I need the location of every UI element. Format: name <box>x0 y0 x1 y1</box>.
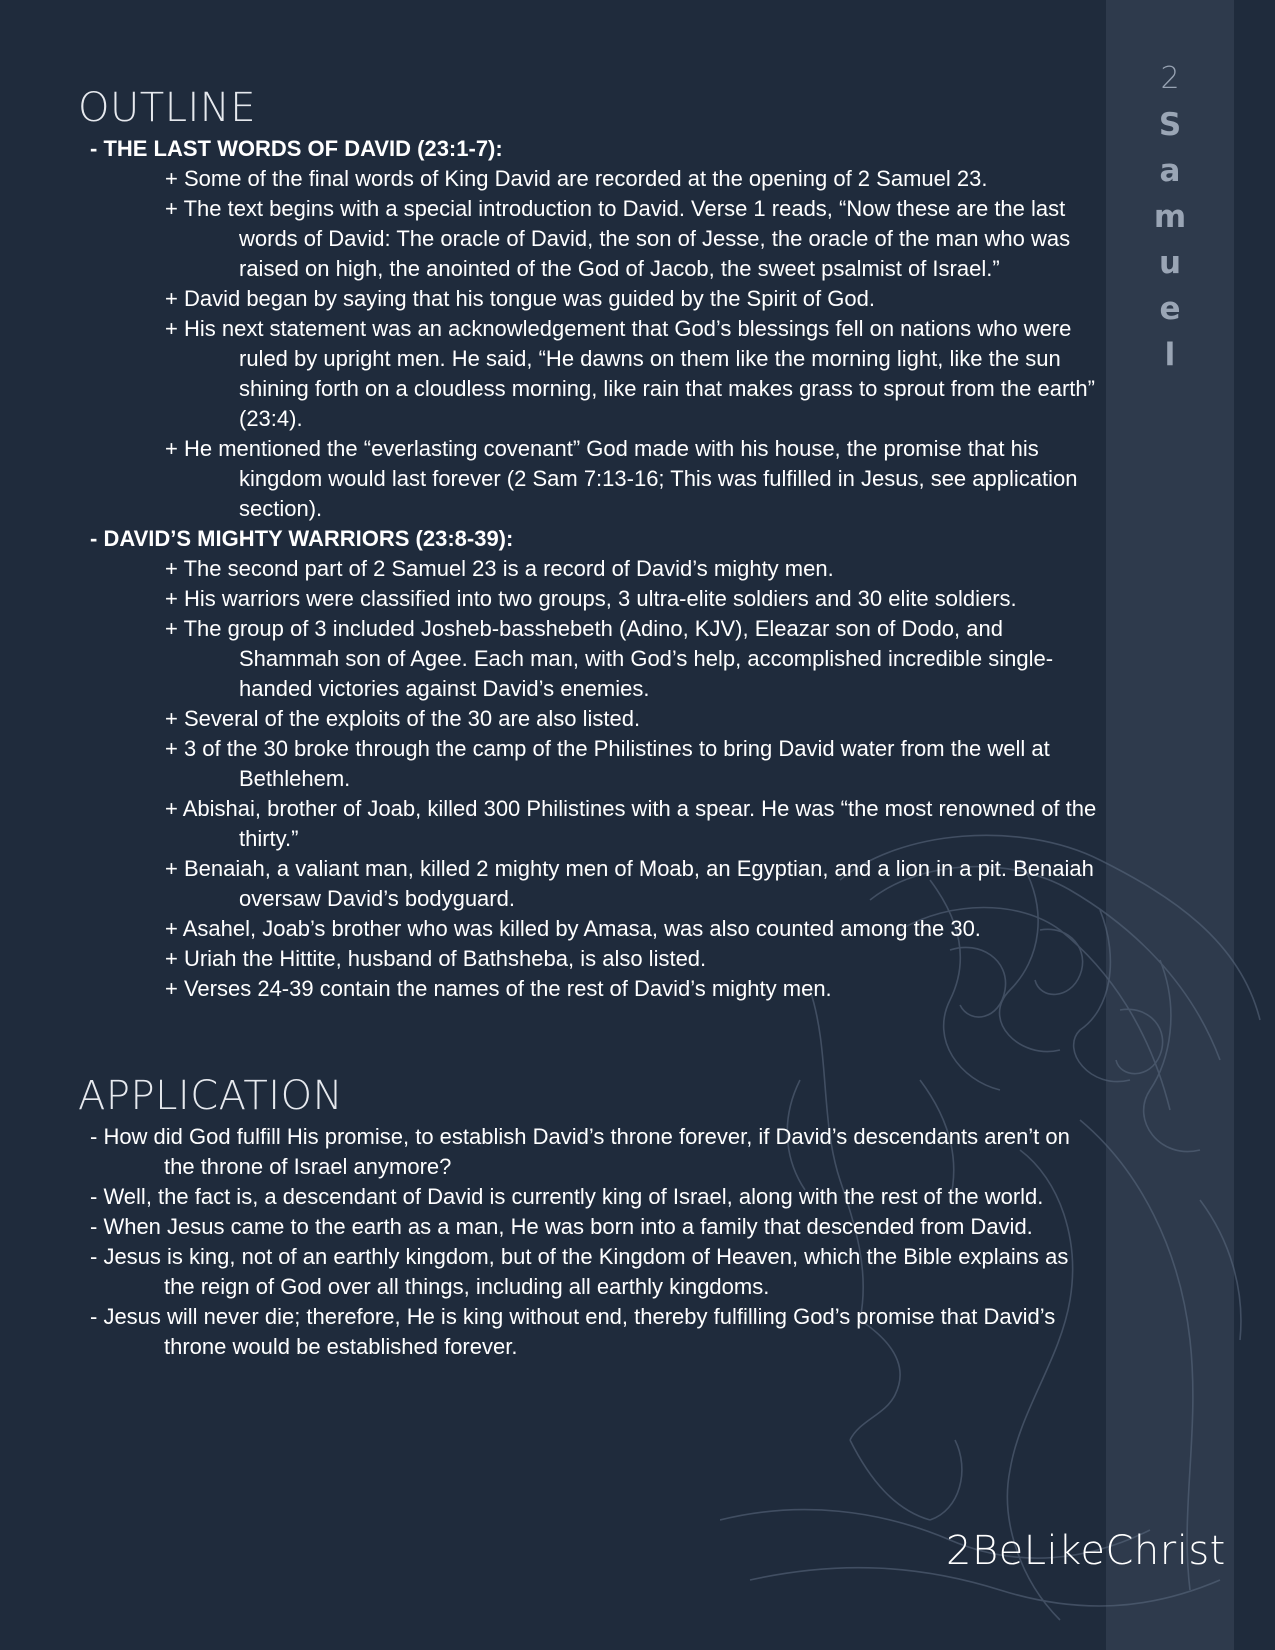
outline-item: + He mentioned the “everlasting covenant” God made with his house, the promise that his kingdom would last forever (2 Sam 7:13-16; This was fulfilled in Jesus, see application section). <box>165 436 1078 521</box>
brand-logo: 2BeLikeChrist <box>946 1528 1226 1574</box>
outline-item: + Benaiah, a valiant man, killed 2 mighty men of Moab, an Egyptian, and a lion in a pit. Benaiah oversaw David’s bodyguard. <box>165 856 1094 911</box>
outline-item: + The text begins with a special introduction to David. Verse 1 reads, “Now these are the last words of David: The oracle of David, the son of Jesse, the oracle of the man who was raised on high, the anointed of the God of Jacob, the sweet psalmist of Israel.” <box>165 196 1071 281</box>
outline-item: + Asahel, Joab’s brother who was killed by Amasa, was also counted among the 30. <box>165 916 981 941</box>
book-letter: l <box>1164 337 1176 373</box>
application-item: - Well, the fact is, a descendant of David is currently king of Israel, along with the rest of the world. <box>90 1184 1044 1209</box>
vertical-book-title <box>1106 56 1234 378</box>
book-letter: S <box>1158 107 1182 143</box>
outline-item: + Abishai, brother of Joab, killed 300 Philistines with a spear. He was “the most renowned of the thirty.” <box>165 796 1097 851</box>
book-letter: a <box>1159 153 1181 189</box>
outline-group-title: - DAVID’S MIGHTY WARRIORS (23:8-39): <box>90 526 514 551</box>
section-spacer <box>78 1004 1103 1070</box>
outline-item: + Some of the final words of King David are recorded at the opening of 2 Samuel 23. <box>165 166 988 191</box>
application-item: - Jesus is king, not of an earthly kingdom, but of the Kingdom of Heaven, which the Bible explains as the reign of God over all things, including all earthly kingdoms. <box>90 1244 1069 1299</box>
outline-item: + Uriah the Hittite, husband of Bathsheba, is also listed. <box>165 946 707 971</box>
outline-group-title: - THE LAST WORDS OF DAVID (23:1-7): <box>90 136 503 161</box>
outline-item: + The second part of 2 Samuel 23 is a record of David’s mighty men. <box>165 556 834 581</box>
main-content <box>78 82 1103 1362</box>
application-section <box>78 1070 1103 1362</box>
application-item: - How did God fulfill His promise, to establish David’s throne forever, if David’s descendants aren’t on the throne of Israel anymore? <box>90 1124 1070 1179</box>
application-heading: APPLICATION <box>78 1073 344 1119</box>
outline-item: + His next statement was an acknowledgement that God’s blessings fell on nations who were ruled by upright men. He said, “He dawns on them like the morning light, like the sun shining forth on a cloudless morning, like rain that makes grass to sprout from the earth” (23:4). <box>165 316 1095 431</box>
outline-item: + 3 of the 30 broke through the camp of the Philistines to bring David water from the well at Bethlehem. <box>165 736 1050 791</box>
book-letter: e <box>1159 291 1181 327</box>
book-number: 2 <box>1160 61 1180 96</box>
application-item: - When Jesus came to the earth as a man, He was born into a family that descended from David. <box>90 1214 1033 1239</box>
book-letter: u <box>1158 245 1182 281</box>
outline-item: + The group of 3 included Josheb-basshebeth (Adino, KJV), Eleazar son of Dodo, and Shammah son of Agee. Each man, with God’s help, accomplished incredible single-handed victories against David’s enemies. <box>165 616 1054 701</box>
outline-item: + Verses 24-39 contain the names of the rest of David’s mighty men. <box>165 976 832 1001</box>
outline-heading: OUTLINE <box>78 85 256 131</box>
book-letter: m <box>1153 199 1187 235</box>
outline-item: + Several of the exploits of the 30 are also listed. <box>165 706 641 731</box>
outline-section <box>78 82 1103 1004</box>
outline-item: + His warriors were classified into two groups, 3 ultra-elite soldiers and 30 elite soldiers. <box>165 586 1017 611</box>
outline-item: + David began by saying that his tongue was guided by the Spirit of God. <box>165 286 875 311</box>
application-item: - Jesus will never die; therefore, He is king without end, thereby fulfilling God’s promise that David’s throne would be established forever. <box>90 1304 1056 1359</box>
